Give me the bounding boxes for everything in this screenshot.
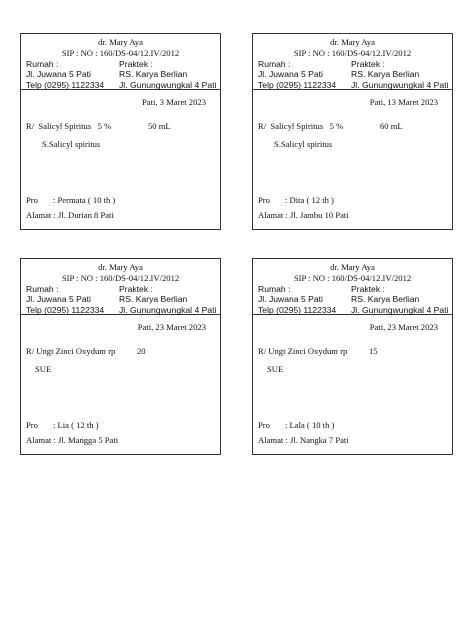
prescription-card [20, 33, 221, 230]
signa: S.Salicyl spiritus [42, 139, 101, 149]
practice-label: Praktek : [119, 58, 153, 69]
phone-number: Telp (0295) 1122334 [258, 80, 337, 91]
prescription-body [253, 315, 452, 455]
phone-number: Telp (0295) 1122334 [26, 305, 105, 316]
home-address: Jl. Juwana 5 Pati [26, 294, 91, 305]
prescription-card [20, 258, 221, 455]
home-label: Rumah : [258, 58, 291, 69]
rx-quantity: 15 [369, 346, 378, 356]
prescription-body [21, 315, 220, 455]
practice-address: Jl. Gunungwungkal 4 Pati [119, 305, 217, 316]
practice-name: RS. Karya Berlian [351, 69, 420, 80]
doctor-header [253, 34, 452, 90]
practice-name: RS. Karya Berlian [119, 69, 188, 80]
practice-address: Jl. Gunungwungkal 4 Pati [351, 80, 449, 91]
phone-number: Telp (0295) 1122334 [26, 80, 105, 91]
prescription-body [253, 90, 452, 230]
patient-name: Pro : Lia ( 12 th ) [26, 420, 99, 430]
license-number: SIP : NO : 160/DS-04/12.IV/2012 [61, 47, 180, 58]
phone-number: Telp (0295) 1122334 [258, 305, 337, 316]
signa: SUE [267, 364, 284, 374]
doctor-name: dr. Mary Aya [98, 262, 143, 272]
rx-quantity: 50 mL [148, 121, 171, 131]
home-label: Rumah : [26, 58, 59, 69]
practice-label: Praktek : [351, 58, 385, 69]
rx-quantity: 60 mL [380, 121, 403, 131]
prescription-card [252, 33, 453, 230]
home-address: Jl. Juwana 5 Pati [258, 69, 323, 80]
doctor-name: dr. Mary Aya [330, 37, 375, 47]
home-address: Jl. Juwana 5 Pati [258, 294, 323, 305]
signa: SUE [35, 364, 52, 374]
patient-address: Alamat : Jl. Durian 8 Pati [26, 210, 114, 220]
doctor-header [21, 259, 220, 315]
practice-address: Jl. Gunungwungkal 4 Pati [351, 305, 449, 316]
patient-address: Alamat : Jl. Nangka 7 Pati [258, 435, 349, 445]
doctor-name: dr. Mary Aya [330, 262, 375, 272]
license-number: SIP : NO : 160/DS-04/12.IV/2012 [293, 47, 412, 58]
patient-name: Pro : Lala ( 10 th ) [258, 420, 335, 430]
patient-name: Pro : Dita ( 12 th ) [258, 195, 334, 205]
rx-quantity: 20 [137, 346, 146, 356]
rx-line [26, 121, 171, 131]
license-number: SIP : NO : 160/DS-04/12.IV/2012 [61, 272, 180, 283]
prescription-date: Pati, 23 Maret 2023 [369, 322, 438, 332]
patient-address: Alamat : Jl. Mangga 5 Pati [26, 435, 119, 445]
license-number: SIP : NO : 160/DS-04/12.IV/2012 [293, 272, 412, 283]
home-label: Rumah : [258, 283, 291, 294]
rx-item: R/ Salicyl Spiritus 5 % [26, 121, 112, 131]
doctor-header [21, 34, 220, 90]
prescription-card [252, 258, 453, 455]
prescription-date: Pati, 3 Maret 2023 [142, 97, 206, 107]
doctor-header [253, 259, 452, 315]
practice-label: Praktek : [351, 283, 385, 294]
rx-line [258, 346, 378, 356]
patient-address: Alamat : Jl. Jambu 10 Pati [258, 210, 349, 220]
home-address: Jl. Juwana 5 Pati [26, 69, 91, 80]
practice-name: RS. Karya Berlian [351, 294, 420, 305]
rx-item: R/ Ungt Zinci Oxydum rp [26, 346, 116, 356]
practice-address: Jl. Gunungwungkal 4 Pati [119, 80, 217, 91]
practice-name: RS. Karya Berlian [119, 294, 188, 305]
patient-name: Pro : Permata ( 10 th ) [26, 195, 116, 205]
home-label: Rumah : [26, 283, 59, 294]
rx-item: R/ Salicyl Spiritus 5 % [258, 121, 344, 131]
signa: S.Salicyl spiritus [274, 139, 333, 149]
practice-label: Praktek : [119, 283, 153, 294]
prescription-date: Pati, 23 Maret 2023 [137, 322, 206, 332]
rx-item: R/ Ungt Zinci Oxydum rp [258, 346, 348, 356]
prescription-body [21, 90, 220, 230]
rx-line [26, 346, 146, 356]
rx-line [258, 121, 403, 131]
prescription-date: Pati, 13 Maret 2023 [369, 97, 438, 107]
doctor-name: dr. Mary Aya [98, 37, 143, 47]
